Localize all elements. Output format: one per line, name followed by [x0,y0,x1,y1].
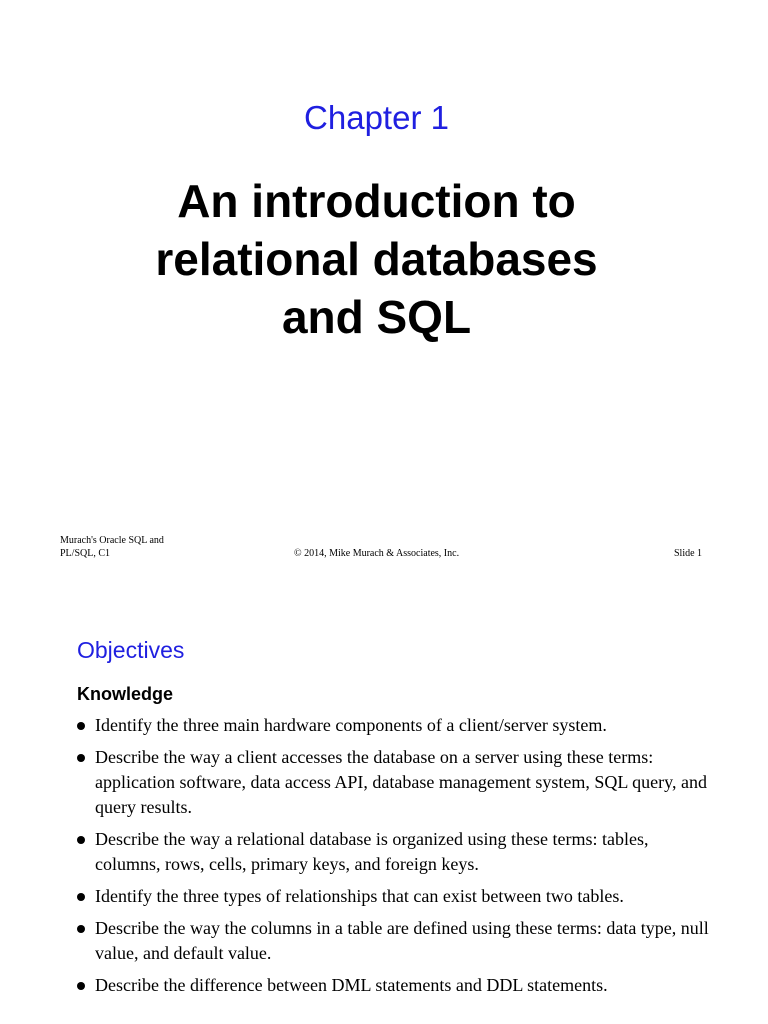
objective-text: Describe the way a relational database is organized using these terms: tables, columns, rows, cells, primary keys, and foreign keys. [95,829,649,874]
objective-item [77,827,717,877]
title-line: and SQL [281,291,472,343]
objective-text: Describe the way a client accesses the database on a server using these terms: application software, data access API, database management system, SQL query, and query results. [95,747,707,817]
bullet-icon [77,836,85,844]
objective-item [77,916,717,966]
objectives-heading: Objectives [77,637,185,663]
bullet-icon [77,925,85,933]
objective-text: Describe the difference between DML statements and DDL statements. [95,975,608,995]
objective-item [77,713,717,738]
bullet-icon [77,722,85,730]
bullet-icon [77,754,85,762]
title-line: relational databases [155,233,598,285]
objective-text: Describe the way the columns in a table are defined using these terms: data type, null value, and default value. [95,918,709,963]
slide-title [0,172,753,346]
footer-copyright: © 2014, Mike Murach & Associates, Inc. [294,548,460,559]
objective-item [77,745,717,820]
chapter-label: Chapter 1 [304,99,449,136]
footer-book-line: Murach's Oracle SQL and [60,535,164,546]
objectives-list [77,713,717,1005]
objective-item [77,973,717,998]
bullet-icon [77,982,85,990]
title-line: An introduction to [177,175,576,227]
footer-slide-number: Slide 1 [674,548,703,559]
footer-book-line: PL/SQL, C1 [60,548,111,559]
objective-text: Identify the three types of relationships that can exist between two tables. [95,886,624,906]
footer-book-title [60,534,164,560]
bullet-icon [77,893,85,901]
knowledge-subheading: Knowledge [77,684,174,704]
objectives-slide [0,576,768,1024]
objective-item [77,884,717,909]
objective-text: Identify the three main hardware components of a client/server system. [95,715,607,735]
